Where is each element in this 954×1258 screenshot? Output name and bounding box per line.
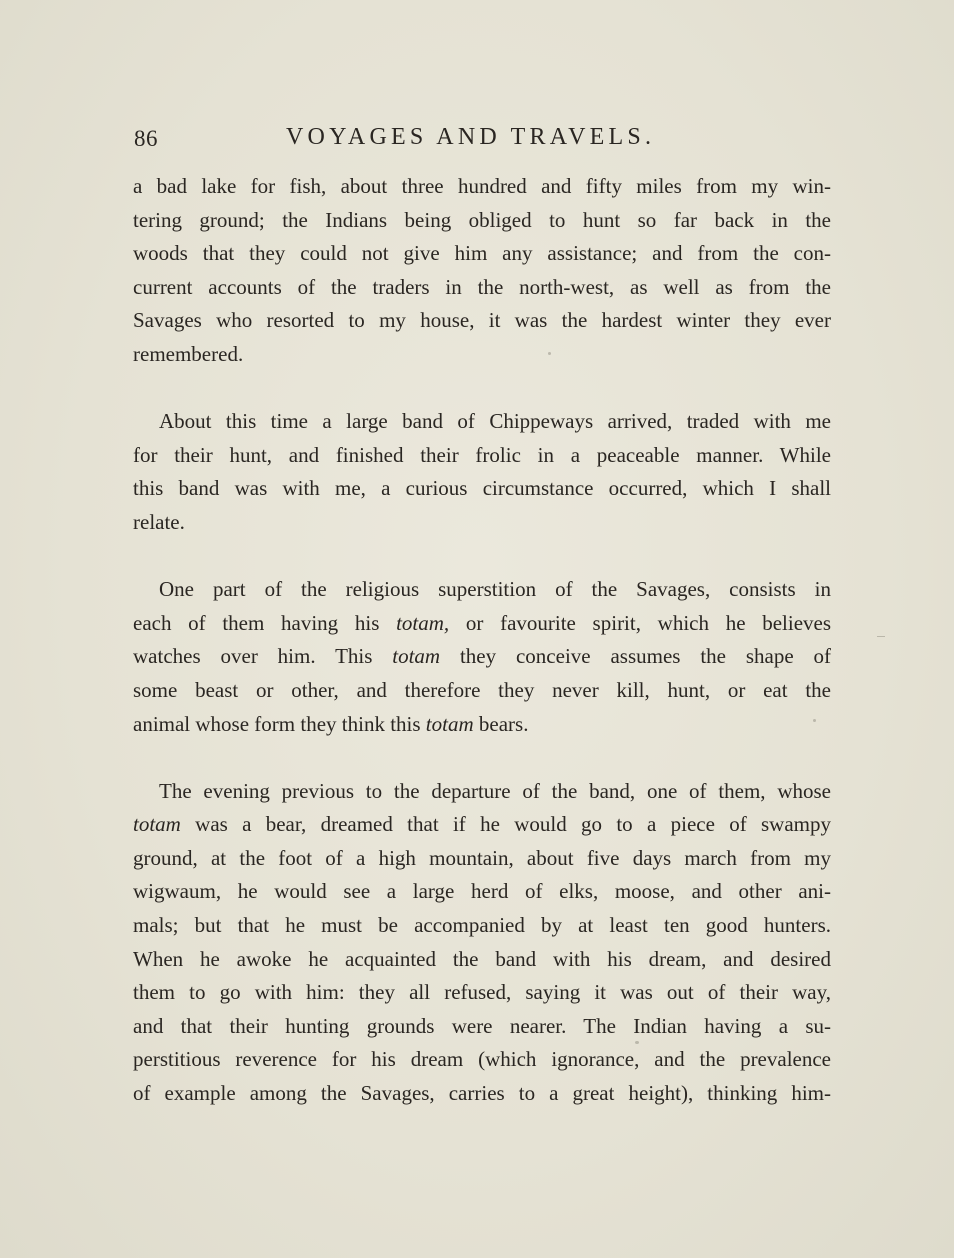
- text-line: [133, 237, 831, 271]
- paper-speck: [813, 719, 816, 722]
- text-line: [133, 875, 831, 909]
- text-segment: they conceive assumes the shape of: [440, 644, 831, 669]
- text-segment: The evening previous to the departure of the band, one of them, whose: [159, 778, 831, 803]
- body-text: [133, 170, 831, 1111]
- text-segment: current accounts of the traders in the north-west, as well as from the: [133, 274, 831, 299]
- text-segment: animal whose form they think this: [133, 711, 426, 736]
- text-segment: some beast or other, and therefore they never kill, hunt, or eat the: [133, 677, 831, 702]
- text-line: [133, 1010, 831, 1044]
- text-line: [133, 170, 831, 204]
- text-segment: relate.: [133, 509, 185, 534]
- text-segment: woods that they could not give him any assistance; and from the con-: [133, 241, 831, 266]
- text-line: [133, 607, 831, 641]
- italic-term: totam,: [396, 610, 450, 635]
- text-line: [133, 943, 831, 977]
- text-line: [133, 640, 831, 674]
- italic-term: totam: [133, 812, 181, 837]
- text-line: [133, 842, 831, 876]
- text-segment: Savages who resorted to my house, it was the hardest winter they ever: [133, 308, 831, 333]
- text-line: [133, 708, 831, 742]
- page-header: [134, 122, 834, 158]
- text-segment: One part of the religious superstition of the Savages, consists in: [159, 577, 831, 602]
- text-segment: When he awoke he acquainted the band with his dream, and desired: [133, 946, 831, 971]
- text-segment: perstitious reverence for his dream (which ignorance, and the prevalence: [133, 1047, 831, 1072]
- text-line: [133, 271, 831, 305]
- text-line: [133, 775, 831, 809]
- running-title: VOYAGES AND TRAVELS.: [286, 124, 656, 150]
- italic-term: totam: [425, 711, 474, 736]
- italic-term: totam: [392, 644, 441, 669]
- text-segment: wigwaum, he would see a large herd of elks, moose, and other ani-: [133, 879, 831, 904]
- text-segment: them to go with him: they all refused, saying it was out of their way,: [133, 980, 831, 1005]
- text-line: [133, 674, 831, 708]
- text-line: [133, 338, 831, 372]
- text-line: [133, 204, 831, 238]
- text-segment: a bad lake for fish, about three hundred and fifty miles from my win-: [133, 174, 831, 198]
- text-segment: ground, at the foot of a high mountain, about five days march from my: [133, 845, 831, 870]
- text-segment: each of them having his: [133, 610, 397, 635]
- page-number: 86: [134, 126, 158, 151]
- text-line: [133, 976, 831, 1010]
- text-segment: for their hunt, and finished their frolic in a peaceable manner. While: [133, 442, 831, 467]
- text-line: [133, 439, 831, 473]
- text-segment: this band was with me, a curious circumstance occurred, which I shall: [133, 476, 831, 501]
- paper-speck: [635, 1041, 639, 1044]
- text-line: [133, 405, 831, 439]
- text-segment: remembered.: [133, 341, 244, 366]
- text-segment: or favourite spirit, which he believes: [449, 610, 831, 635]
- text-line: [133, 472, 831, 506]
- text-segment: and that their hunting grounds were nearer. The Indian having a su-: [133, 1013, 831, 1038]
- text-segment: mals; but that he must be accompanied by at least ten good hunters.: [133, 913, 831, 938]
- paragraph-gap: [133, 372, 831, 406]
- text-segment: watches over him. This: [133, 644, 393, 669]
- text-line: [133, 506, 831, 540]
- paragraph-gap: [133, 741, 831, 775]
- text-line: [133, 909, 831, 943]
- paper-speck: [877, 636, 885, 637]
- text-line: [133, 1077, 831, 1111]
- text-line: [133, 573, 831, 607]
- text-segment: of example among the Savages, carries to a great height), thinking him-: [133, 1081, 831, 1106]
- text-segment: was a bear, dreamed that if he would go to a piece of swampy: [180, 812, 831, 837]
- text-segment: About this time a large band of Chippeways arrived, traded with me: [159, 409, 831, 434]
- paragraph-gap: [133, 540, 831, 574]
- paper-speck: [548, 352, 551, 355]
- text-segment: tering ground; the Indians being obliged to hunt so far back in the: [133, 207, 831, 232]
- text-line: [133, 808, 831, 842]
- text-line: [133, 1043, 831, 1077]
- text-line: [133, 304, 831, 338]
- text-segment: bears.: [473, 711, 529, 736]
